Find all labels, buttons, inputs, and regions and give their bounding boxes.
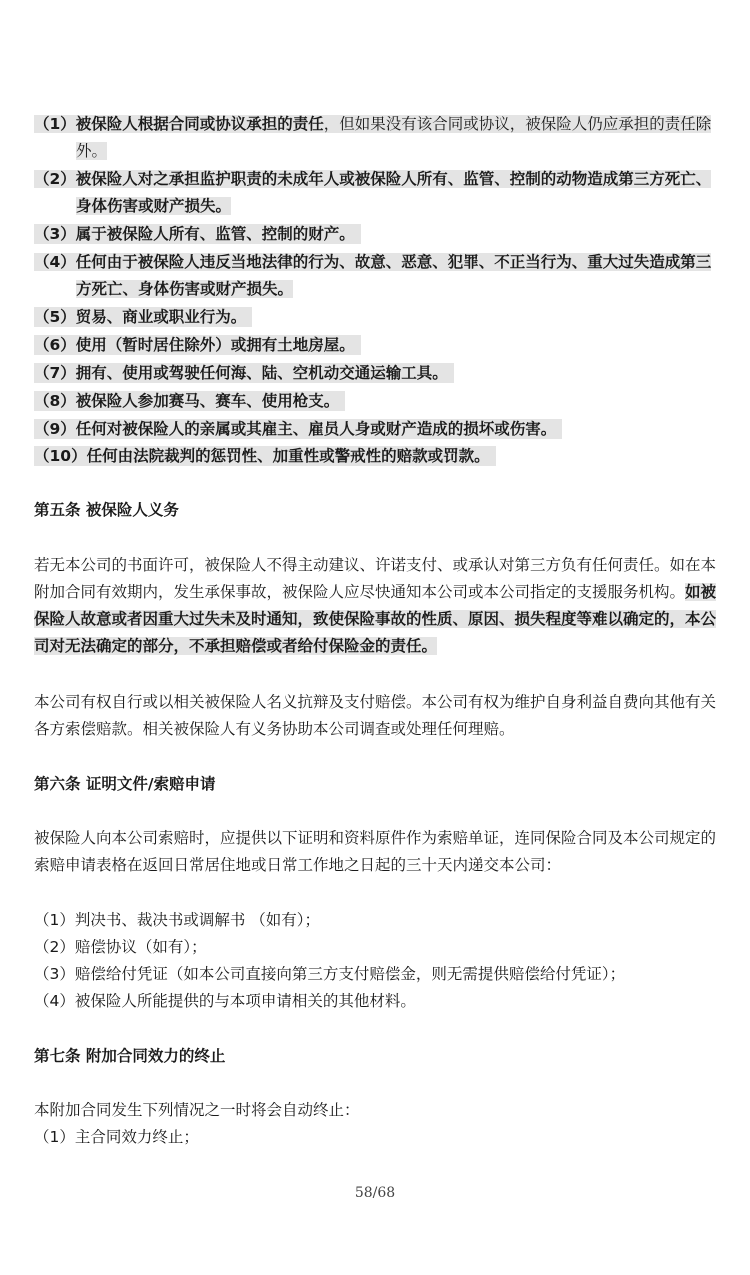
exclusion-1-rest: ，但如果没有该合同或协议，被保险人仍应承担的责任除外。 (76, 115, 712, 160)
exclusion-5-text: （5）贸易、商业或职业行为。 (34, 307, 252, 327)
article-6-item-4: （4）被保险人所能提供的与本项申请相关的其他材料。 (34, 992, 416, 1010)
article-6-item-2: （2）赔偿协议（如有）； (34, 938, 207, 956)
exclusion-item-3 (34, 221, 361, 248)
page-number: 58/68 (354, 1185, 396, 1201)
article-6-intro: 被保险人向本公司索赔时，应提供以下证明和资料原件作为索赔单证，连同保险合同及本公司规定的索赔申请表格在返回日常居住地或日常工作地之日起的三十天内递交本公司： (34, 829, 717, 874)
article-5-paragraph-1 (34, 552, 718, 660)
article-6-heading: 第六条 证明文件/索赔申请 (34, 775, 216, 793)
exclusion-item-1 (34, 111, 718, 165)
exclusion-3-text: （3）属于被保险人所有、监管、控制的财产。 (34, 224, 361, 244)
exclusion-item-9 (34, 416, 562, 443)
article-6-item-3: （3）赔偿给付凭证（如本公司直接向第三方支付赔偿金，则无需提供赔偿给付凭证）； (34, 965, 626, 983)
article-7-heading: 第七条 附加合同效力的终止 (34, 1047, 226, 1065)
exclusion-2-text: （2）被保险人对之承担监护职责的未成年人或被保险人所有、监管、控制的动物造成第三方死亡、身体伤害或财产损失。 (34, 170, 712, 215)
article-7-intro: 本附加合同发生下列情况之一时将会自动终止： (34, 1101, 360, 1119)
exclusion-4-text: （4）任何由于被保险人违反当地法律的行为、故意、恶意、犯罪、不正当行为、重大过失造成第三方死亡、身体伤害或财产损失。 (34, 253, 712, 298)
exclusion-item-10 (34, 443, 496, 470)
article-5-p1-normal: 若无本公司的书面许可，被保险人不得主动建议、许诺支付、或承认对第三方负有任何责任。如在本附加合同有效期内，发生承保事故，被保险人应尽快通知本公司或本公司指定的支援服务机构。 (34, 556, 717, 601)
exclusion-7-text: （7）拥有、使用或驾驶任何海、陆、空机动交通运输工具。 (34, 363, 454, 383)
exclusion-1-bold: （1）被保险人根据合同或协议承担的责任 (34, 115, 324, 133)
exclusion-8-text: （8）被保险人参加赛马、赛车、使用枪支。 (34, 391, 345, 411)
exclusion-item-7 (34, 360, 454, 387)
article-5-heading: 第五条 被保险人义务 (34, 501, 179, 519)
article-6-item-1: （1）判决书、裁决书或调解书 （如有）； (34, 911, 321, 929)
exclusion-item-5 (34, 304, 252, 331)
exclusion-6-text: （6）使用（暂时居住除外）或拥有土地房屋。 (34, 335, 361, 355)
exclusion-10-text: （10）任何由法院裁判的惩罚性、加重性或警戒性的赔款或罚款。 (34, 446, 496, 466)
exclusion-item-6 (34, 332, 361, 359)
article-5-paragraph-2: 本公司有权自行或以相关被保险人名义抗辩及支付赔偿。本公司有权为维护自身利益自费向其他有关各方索偿赔款。相关被保险人有义务协助本公司调查或处理任何理赔。 (34, 693, 717, 738)
exclusion-9-text: （9）任何对被保险人的亲属或其雇主、雇员人身或财产造成的损坏或伤害。 (34, 419, 562, 439)
article-7-item-1: （1）主合同效力终止； (34, 1128, 199, 1146)
article-5-p1-bold: 如被保险人故意或者因重大过失未及时通知，致使保险事故的性质、原因、损失程度等难以确定的，本公司对无法确定的部分，不承担赔偿或者给付保险金的责任。 (34, 583, 717, 655)
exclusion-item-4 (34, 249, 718, 303)
exclusion-item-2 (34, 166, 718, 220)
exclusion-item-8 (34, 388, 345, 415)
